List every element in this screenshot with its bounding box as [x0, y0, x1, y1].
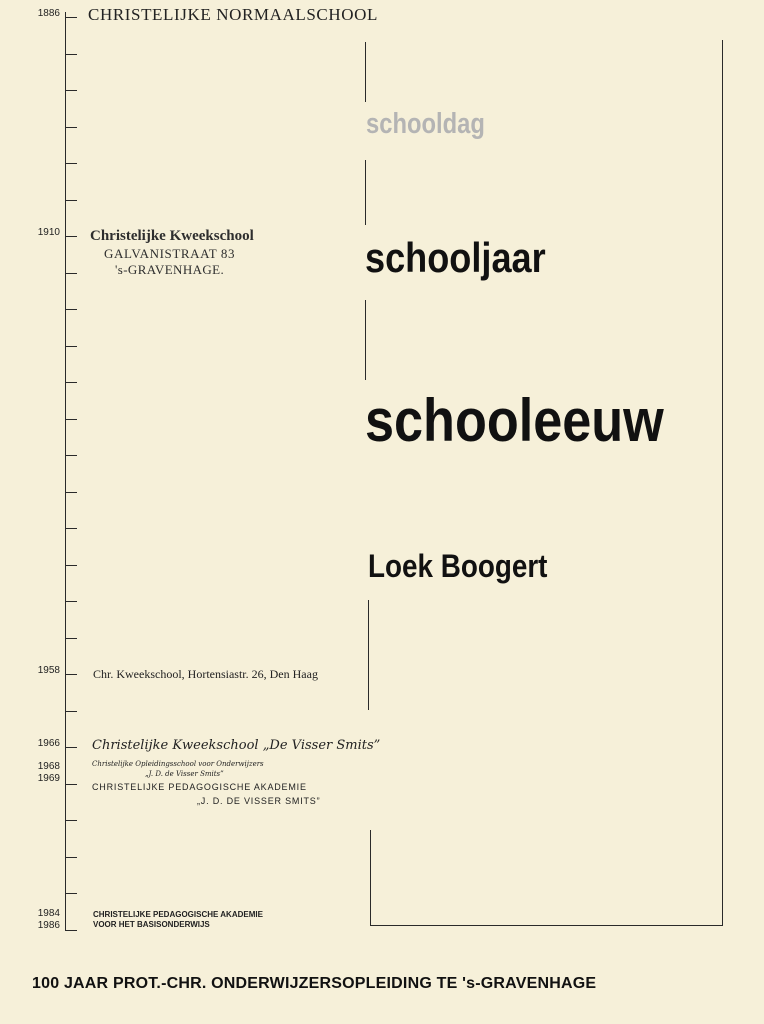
year-1968: 1968: [37, 761, 60, 772]
timeline-tick: [65, 711, 77, 712]
timeline-tick: [65, 857, 77, 858]
footer-subtitle: 100 JAAR PROT.-CHR. ONDERWIJZERSOPLEIDING TE 's-GRAVENHAGE: [32, 975, 597, 992]
timeline-tick: [65, 784, 77, 785]
opleiding-line-2: „J. D. de Visser Smits”: [145, 770, 224, 778]
timeline-end-tick: [65, 930, 77, 931]
akademie-line-1: CHRISTELIJKE PEDAGOGISCHE AKADEMIE: [92, 782, 307, 792]
stamp-line-1: Christelijke Kweekschool: [90, 228, 254, 244]
stamp-line-3: 's-GRAVENHAGE.: [115, 262, 225, 277]
akademie-line-2: „J. D. DE VISSER SMITS”: [197, 796, 321, 806]
timeline-tick: [65, 163, 77, 164]
timeline-tick: [65, 528, 77, 529]
year-1958: 1958: [37, 665, 60, 676]
hortensia-name: Chr. Kweekschool, Hortensiastr. 26, Den Haag: [93, 667, 318, 681]
title-schooldag: schooldag: [366, 108, 485, 140]
timeline-tick: [65, 455, 77, 456]
year-1966: 1966: [37, 738, 60, 749]
timeline-tick: [65, 17, 77, 18]
timeline-tick: [65, 565, 77, 566]
timeline-tick: [65, 54, 77, 55]
timeline-tick: [65, 492, 77, 493]
year-1969: 1969: [37, 773, 60, 784]
timeline-axis: [65, 12, 66, 930]
frame-bottom: [370, 925, 723, 926]
timeline-tick: [65, 90, 77, 91]
timeline-tick: [65, 236, 77, 237]
timeline-tick: [65, 820, 77, 821]
timeline-tick: [65, 638, 77, 639]
timeline-tick: [65, 382, 77, 383]
frame-right: [722, 40, 723, 926]
timeline-tick: [65, 309, 77, 310]
author-name: Loek Boogert: [368, 548, 548, 584]
timeline-tick: [65, 127, 77, 128]
title-rule-5: [370, 830, 371, 925]
timeline-tick: [65, 601, 77, 602]
title-rule-3: [365, 300, 366, 380]
timeline-tick: [65, 674, 77, 675]
title-rule-4: [368, 600, 369, 710]
year-1986: 1986: [37, 920, 60, 931]
timeline-tick: [65, 747, 77, 748]
timeline-tick: [65, 200, 77, 201]
title-schooleeuw: schooleeuw: [365, 387, 664, 454]
year-1886: 1886: [37, 8, 60, 19]
title-schooljaar: schooljaar: [365, 234, 546, 281]
basis-line-1: CHRISTELIJKE PEDAGOGISCHE AKADEMIE: [93, 910, 263, 919]
timeline-tick: [65, 346, 77, 347]
title-rule-2: [365, 160, 366, 225]
timeline-tick: [65, 273, 77, 274]
year-1910: 1910: [37, 227, 60, 238]
year-1984: 1984: [37, 908, 60, 919]
basis-line-2: VOOR HET BASISONDERWIJS: [93, 920, 210, 929]
timeline-tick: [65, 419, 77, 420]
normaalschool-name: CHRISTELIJKE NORMAALSCHOOL: [88, 5, 378, 24]
stamp-line-2: GALVANISTRAAT 83: [104, 246, 236, 261]
visser-smits-name: Christelijke Kweekschool „De Visser Smits”: [92, 738, 381, 753]
opleiding-line-1: Christelijke Opleidingsschool voor Onderwijzers: [92, 760, 264, 768]
timeline-tick: [65, 893, 77, 894]
title-rule-1: [365, 42, 366, 102]
